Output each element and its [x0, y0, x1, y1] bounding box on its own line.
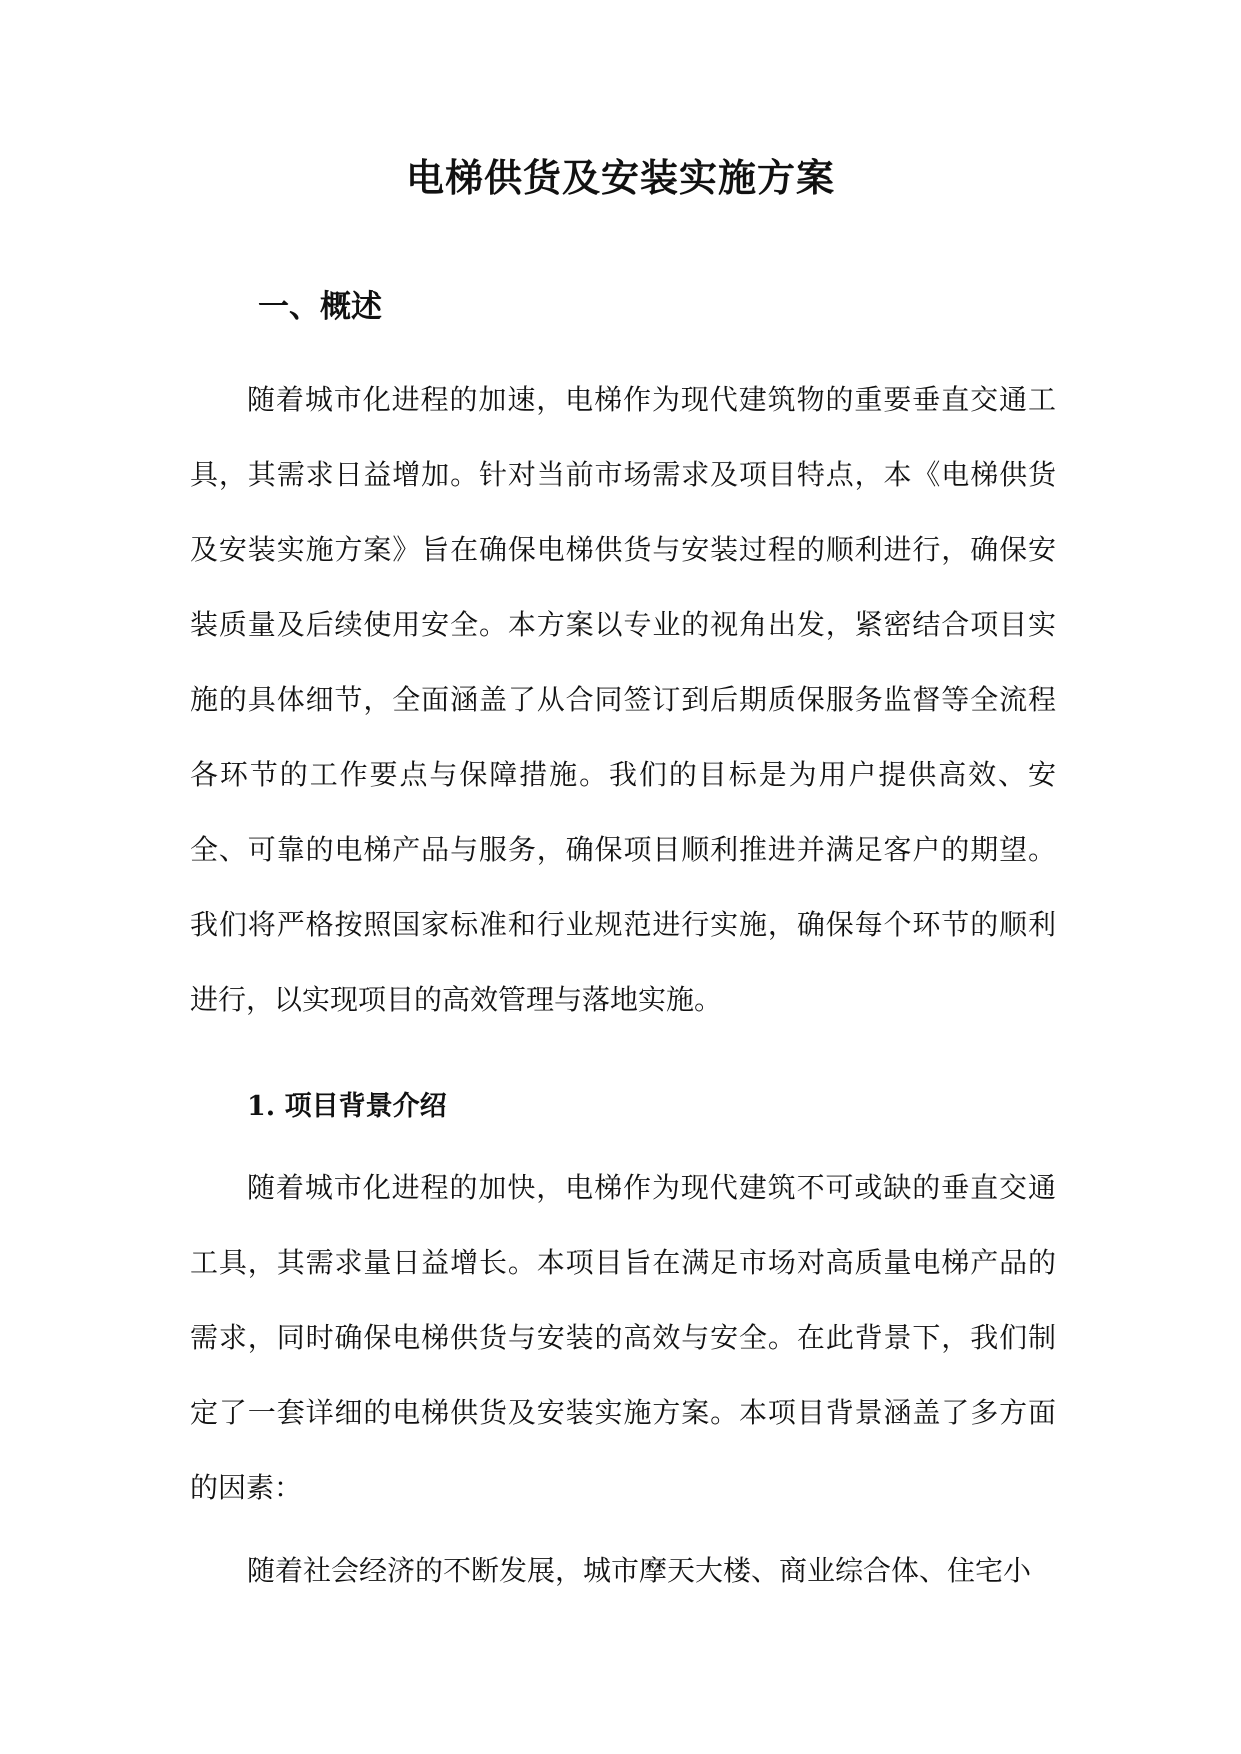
project-background-paragraph: 随着城市化进程的加快，电梯作为现代建筑不可或缺的垂直交通工具，其需求量日益增长。本项目旨在满足市场对高质量电梯产品的需求，同时确保电梯供货与安装的高效与安全。在此背景下，我们制定了一套详细的电梯供货及安装实施方案。本项目背景涵盖了多方面的因素：: [190, 1171, 1056, 1504]
project-background-paragraph-continued: 随着社会经济的不断发展，城市摩天大楼、商业综合体、住宅小: [247, 1554, 1032, 1587]
subsection-heading-project-background: 1. 项目背景介绍: [247, 1091, 447, 1122]
document-title: 电梯供货及安装实施方案: [405, 155, 835, 200]
overview-paragraph: 随着城市化进程的加速，电梯作为现代建筑物的重要垂直交通工具，其需求日益增加。针对当前市场需求及项目特点，本《电梯供货及安装实施方案》旨在确保电梯供货与安装过程的顺利进行，确保安装质量及后续使用安全。本方案以专业的视角出发，紧密结合项目实施的具体细节，全面涵盖了从合同签订到后期质保服务监督等全流程各环节的工作要点与保障措施。我们的目标是为用户提供高效、安全、可靠的电梯产品与服务，确保项目顺利推进并满足客户的期望。我们将严格按照国家标准和行业规范进行实施，确保每个环节的顺利进行，以实现项目的高效管理与落地实施。: [190, 383, 1056, 1016]
section-heading-overview: 一、概述: [258, 289, 382, 325]
